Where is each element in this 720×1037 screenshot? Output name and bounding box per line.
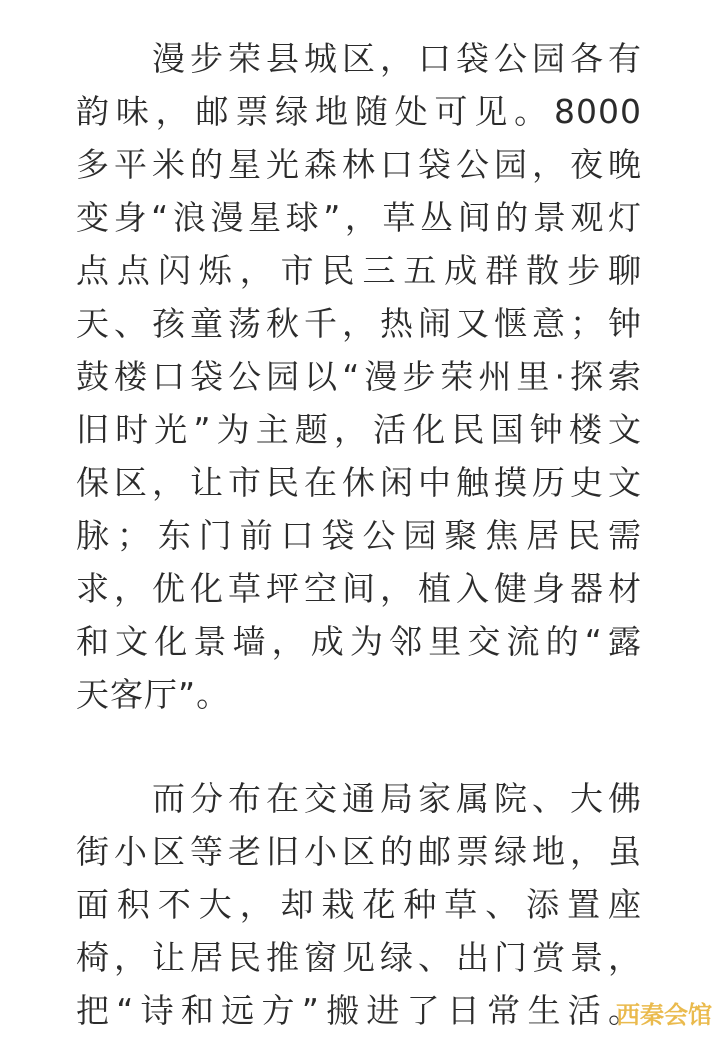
paragraph-2-line-5: 把“诗和远方”搬进了日常生活。 [76,991,642,1030]
paragraph-2-line-3: 面积不大，却栽花种草、添置座 [76,885,642,924]
paragraph-1-line-6: 天、孩童荡秋千，热闹又惬意；钟 [76,304,642,343]
paragraph-2-line-2: 街小区等老旧小区的邮票绿地，虽 [76,832,642,871]
paragraph-1-line-13: 天客厅”。 [76,675,231,714]
paragraph-1-line-12: 和文化景墙，成为邻里交流的“露 [76,622,642,661]
paragraph-1-line-3: 多平米的星光森林口袋公园，夜晚 [76,145,642,184]
paragraph-1-line-10: 脉；东门前口袋公园聚焦居民需 [76,516,642,555]
paragraph-1-line-7: 鼓楼口袋公园以“漫步荣州里·探索 [76,357,642,396]
paragraph-2-line-4: 椅，让居民推窗见绿、出门赏景， [76,938,642,977]
paragraph-2-line-1: 而分布在交通局家属院、大佛 [152,779,642,818]
paragraph-1-line-2: 韵味，邮票绿地随处可见。8000 [76,92,642,131]
paragraph-1-line-11: 求，优化草坪空间，植入健身器材 [76,569,642,608]
paragraph-1-line-8: 旧时光”为主题，活化民国钟楼文 [76,410,642,449]
paragraph-1-line-9: 保区，让市民在休闲中触摸历史文 [76,463,642,502]
paragraph-1-line-5: 点点闪烁，市民三五成群散步聊 [76,251,642,290]
paragraph-1-line-1: 漫步荣县城区，口袋公园各有 [152,39,642,78]
watermark-logo: 西秦会馆 [616,1001,712,1029]
paragraph-1-line-4: 变身“浪漫星球”，草丛间的景观灯 [76,198,642,237]
